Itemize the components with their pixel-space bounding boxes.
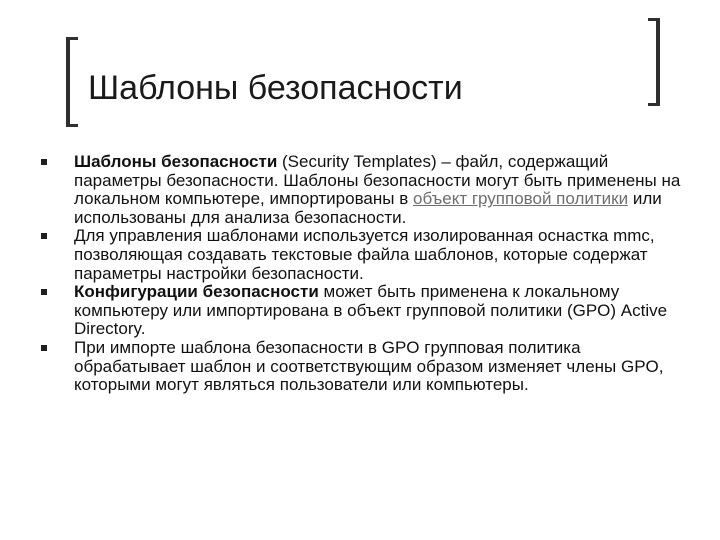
bullet-item [40, 153, 690, 227]
title-bracket-left [66, 37, 78, 127]
bullet-item [40, 227, 690, 283]
bullet-item [40, 283, 690, 339]
group-policy-object-link[interactable]: объект групповой политики [412, 189, 629, 209]
bullet-text: (Security Templates) – файл, содержащий параметры безопасности. Шаблоны безопасности могут быть применены на локальном компьютере, импортированы в [74, 152, 681, 209]
square-bullet-icon [41, 159, 47, 165]
bullet-text: Для управления шаблонами используется изолированная оснастка mmc, позволяющая создавать текстовые файла шаблонов, которые содержат параметры настройки безопасности. [74, 226, 655, 283]
bullet-item [40, 339, 690, 395]
bullet-text: или использованы для анализа безопасности. [74, 189, 662, 227]
bullet-text: может быть применена к локальному компьютеру или импортирована в объект групповой политики (GPO) Active Directory. [74, 282, 668, 339]
slide-title: Шаблоны безопасности [88, 69, 463, 107]
square-bullet-icon [41, 289, 47, 295]
bullet-bold-text: Конфигурации безопасности [74, 282, 319, 302]
square-bullet-icon [41, 233, 47, 239]
bullet-list [40, 153, 690, 395]
square-bullet-icon [41, 345, 47, 351]
bullet-bold-text: Шаблоны безопасности [74, 152, 278, 171]
title-bracket-right [648, 18, 660, 106]
bullet-text: При импорте шаблона безопасности в GPO групповая политика обрабатывает шаблон и соответствующим образом изменяет члены GPO, которыми могут являться пользователи или компьютеры. [74, 337, 664, 395]
